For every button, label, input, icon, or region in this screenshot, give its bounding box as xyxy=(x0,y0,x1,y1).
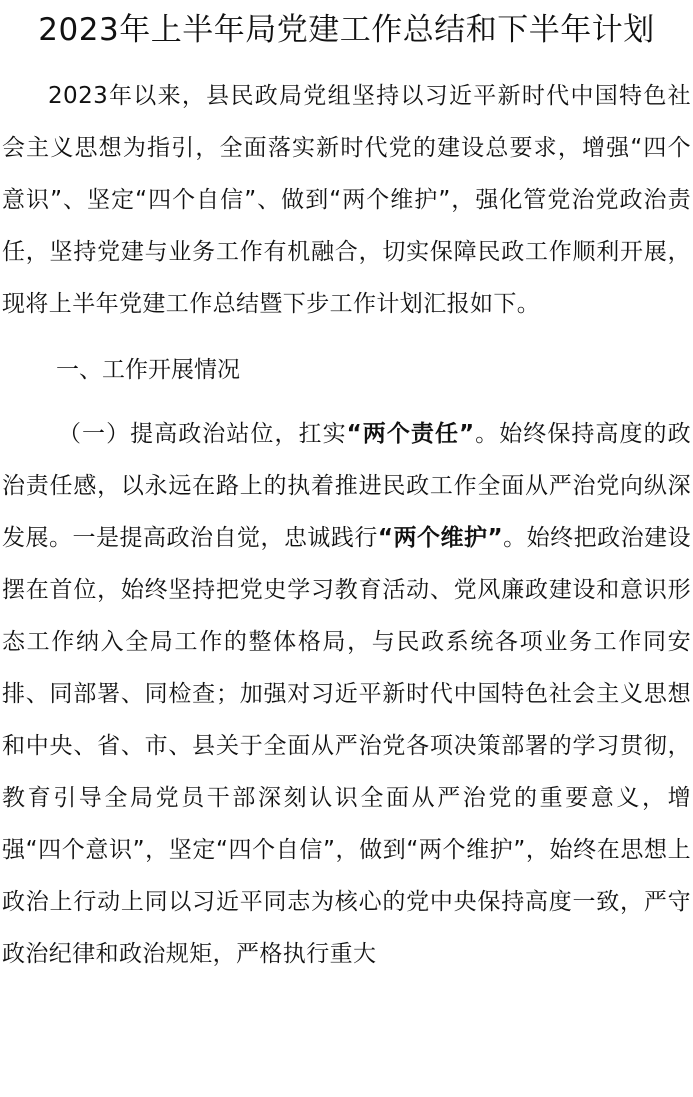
subsection-lead: （一）提高政治站位，扛实 xyxy=(58,421,347,447)
document-title: 2023年上半年局党建工作总结和下半年计划 xyxy=(38,12,655,48)
subsection-body-quote: “两个维护” xyxy=(377,525,504,551)
subsection-body-part2: 。始终把政治建设摆在首位，始终坚持把党史学习教育活动、党风廉政建设和意识形态工作纳入全局工作的整体格局，与民政系统各项业务工作同安排、同部署、同检查；加强对习近平新时代中国特色社会主义思想和中央、省、市、县关于全面从严治党各项决策部署的学习贯彻，教育引导全局党员干部深刻认识全面从严治党的重要意义，增强“四个意识”，坚定“四个自信”，做到“两个维护”，始终在思想上政治上行动上同以习近平同志为核心的党中央保持高度一致，严守政治纪律和政治规矩，严格执行重大 xyxy=(2,525,691,967)
subsection-body-part1: 始终保持高度的政治责任感，以永远在路上的执着推进民政工作全面从严治党向纵深发展。一是提高政治自觉，忠诚践行 xyxy=(2,421,691,551)
subsection-lead-quote: “两个责任” xyxy=(346,421,475,447)
subsection-paragraph xyxy=(0,408,693,980)
section-heading: 一、工作开展情况 xyxy=(56,357,240,383)
intro-paragraph: 2023年以来，县民政局党组坚持以习近平新时代中国特色社会主义思想为指引，全面落实新时代党的建设总要求，增强“四个意识”、坚定“四个自信”、做到“两个维护”，强化管党治党政治责任，坚持党建与业务工作有机融合，切实保障民政工作顺利开展，现将上半年党建工作总结暨下步工作计划汇报如下。 xyxy=(2,83,691,317)
subsection-lead-end: 。 xyxy=(474,421,500,447)
